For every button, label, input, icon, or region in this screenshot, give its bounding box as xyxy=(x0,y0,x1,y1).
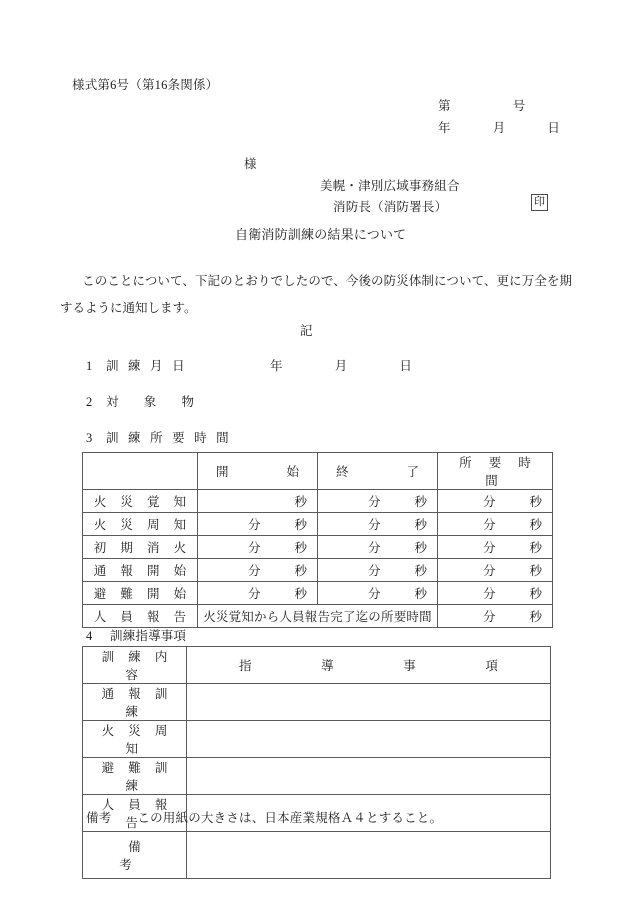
unit-second: 秒 xyxy=(529,541,542,555)
guide-row-value-1[interactable] xyxy=(187,721,551,758)
unit-minute: 分 xyxy=(482,587,496,601)
table-row xyxy=(83,536,553,559)
time-header-end: 終 了 xyxy=(318,453,438,490)
unit-minute: 分 xyxy=(247,518,261,532)
unit-minute: 分 xyxy=(247,587,261,601)
guide-row-label-1: 火 災 周 知 xyxy=(83,721,187,758)
item-1-date-field xyxy=(270,360,412,373)
guide-header-item: 指 導 事 項 xyxy=(187,647,551,684)
item-1-number: 1 xyxy=(86,359,93,373)
time-cell-duration-0 xyxy=(438,490,553,513)
form-number: 様式第6号（第16条関係） xyxy=(72,78,219,92)
table-row xyxy=(83,605,553,628)
addressee-honorific: 様 xyxy=(244,157,257,171)
time-cell-start-2 xyxy=(198,536,318,559)
table-header-row xyxy=(83,647,551,684)
seal-stamp-icon: 印 xyxy=(531,194,548,211)
training-time-table xyxy=(82,452,553,628)
item-1-year: 年 xyxy=(270,359,283,373)
time-cell-start-0 xyxy=(198,490,318,513)
time-cell-merged-note: 火災覚知から人員報告完了迄の所要時間 xyxy=(198,605,438,628)
guide-row-label-3: 人 員 報 告 xyxy=(83,795,187,832)
unit-second: 秒 xyxy=(294,564,307,578)
unit-minute: 分 xyxy=(367,541,381,555)
unit-minute: 分 xyxy=(482,495,496,509)
time-row-label-2: 初 期 消 火 xyxy=(83,536,198,559)
table-row xyxy=(83,832,551,879)
time-cell-duration-1 xyxy=(438,513,553,536)
time-cell-duration-5 xyxy=(438,605,553,628)
time-header-start: 開 始 xyxy=(198,453,318,490)
unit-minute: 分 xyxy=(482,564,496,578)
unit-minute: 分 xyxy=(482,518,496,532)
guide-row-label-4: 備 考 xyxy=(83,832,187,879)
guide-row-label-0: 通 報 訓 練 xyxy=(83,684,187,721)
time-cell-end-0 xyxy=(318,490,438,513)
guide-row-value-0[interactable] xyxy=(187,684,551,721)
date-month-label: 月 xyxy=(492,121,506,135)
unit-minute: 分 xyxy=(367,495,381,509)
table-row xyxy=(83,513,553,536)
table-header-row xyxy=(83,453,553,490)
unit-minute: 分 xyxy=(367,564,381,578)
unit-second: 秒 xyxy=(294,518,307,532)
unit-second: 秒 xyxy=(529,564,542,578)
unit-second: 秒 xyxy=(294,587,307,601)
footnote xyxy=(86,812,442,825)
time-cell-start-3 xyxy=(198,559,318,582)
item-4-label: 訓練指導事項 xyxy=(110,629,187,643)
unit-minute: 分 xyxy=(367,587,381,601)
document-number-suffix: 号 xyxy=(512,99,526,113)
time-cell-end-2 xyxy=(318,536,438,559)
unit-minute: 分 xyxy=(247,541,261,555)
unit-second: 秒 xyxy=(414,495,427,509)
table-row xyxy=(83,582,553,605)
date-year-label: 年 xyxy=(438,121,451,135)
time-row-label-4: 避 難 開 始 xyxy=(83,582,198,605)
unit-second: 秒 xyxy=(529,587,542,601)
time-row-label-3: 通 報 開 始 xyxy=(83,559,198,582)
unit-minute: 分 xyxy=(247,564,261,578)
time-cell-duration-2 xyxy=(438,536,553,559)
time-cell-duration-3 xyxy=(438,559,553,582)
item-1-day: 日 xyxy=(399,359,413,373)
time-header-duration: 所 要 時 間 xyxy=(438,453,553,490)
date-day-label: 日 xyxy=(547,121,561,135)
issuer-organization: 美幌・津別広域事務組合 xyxy=(320,179,460,193)
table-row xyxy=(83,721,551,758)
item-2-label: 対 象 物 xyxy=(106,395,198,409)
unit-second: 秒 xyxy=(294,541,307,555)
footnote-text: この用紙の大きさは、日本産業規格Ａ４とすること。 xyxy=(137,811,443,825)
item-3-number: 3 xyxy=(86,431,93,445)
unit-second: 秒 xyxy=(414,541,427,555)
body-paragraph xyxy=(60,268,572,322)
time-cell-start-4 xyxy=(198,582,318,605)
guide-header-content: 訓 練 内 容 xyxy=(83,647,187,684)
unit-minute: 分 xyxy=(482,541,496,555)
unit-minute: 分 xyxy=(482,610,496,624)
time-row-label-0: 火 災 覚 知 xyxy=(83,490,198,513)
time-row-label-1: 火 災 周 知 xyxy=(83,513,198,536)
guide-row-label-2: 避 難 訓 練 xyxy=(83,758,187,795)
item-1-month: 月 xyxy=(334,359,348,373)
footnote-label: 備考 xyxy=(86,811,112,825)
time-cell-start-1 xyxy=(198,513,318,536)
time-cell-end-1 xyxy=(318,513,438,536)
guide-row-value-2[interactable] xyxy=(187,758,551,795)
item-4-number: 4 xyxy=(86,629,93,643)
unit-second: 秒 xyxy=(529,518,542,532)
unit-second: 秒 xyxy=(414,587,427,601)
unit-second: 秒 xyxy=(529,495,542,509)
document-number-label: 第 xyxy=(438,99,451,113)
document-date-field xyxy=(438,122,560,135)
table-row xyxy=(83,559,553,582)
body-paragraph-text: このことについて、下記のとおりでしたので、今後の防災体制について、更に万全を期するように通知します。 xyxy=(60,274,572,315)
training-guidance-table xyxy=(82,646,551,879)
document-title: 自衛消防訓練の結果について xyxy=(235,227,407,242)
item-2-number: 2 xyxy=(86,395,93,409)
time-row-label-5: 人 員 報 告 xyxy=(83,605,198,628)
document-number-field xyxy=(438,100,525,113)
unit-second: 秒 xyxy=(529,610,542,624)
table-row xyxy=(83,684,551,721)
table-row xyxy=(83,758,551,795)
time-header-blank xyxy=(83,453,198,490)
time-cell-end-4 xyxy=(318,582,438,605)
unit-minute: 分 xyxy=(367,518,381,532)
issuer-title: 消防長（消防署長） xyxy=(333,200,448,214)
guide-row-value-4[interactable] xyxy=(187,832,551,879)
item-3-label: 訓 練 所 要 時 間 xyxy=(106,431,232,445)
record-marker: 記 xyxy=(300,324,313,338)
time-cell-end-3 xyxy=(318,559,438,582)
item-1-label: 訓 練 月 日 xyxy=(106,359,188,373)
unit-second: 秒 xyxy=(294,495,307,509)
table-row xyxy=(83,490,553,513)
unit-second: 秒 xyxy=(414,564,427,578)
unit-second: 秒 xyxy=(414,518,427,532)
time-cell-duration-4 xyxy=(438,582,553,605)
